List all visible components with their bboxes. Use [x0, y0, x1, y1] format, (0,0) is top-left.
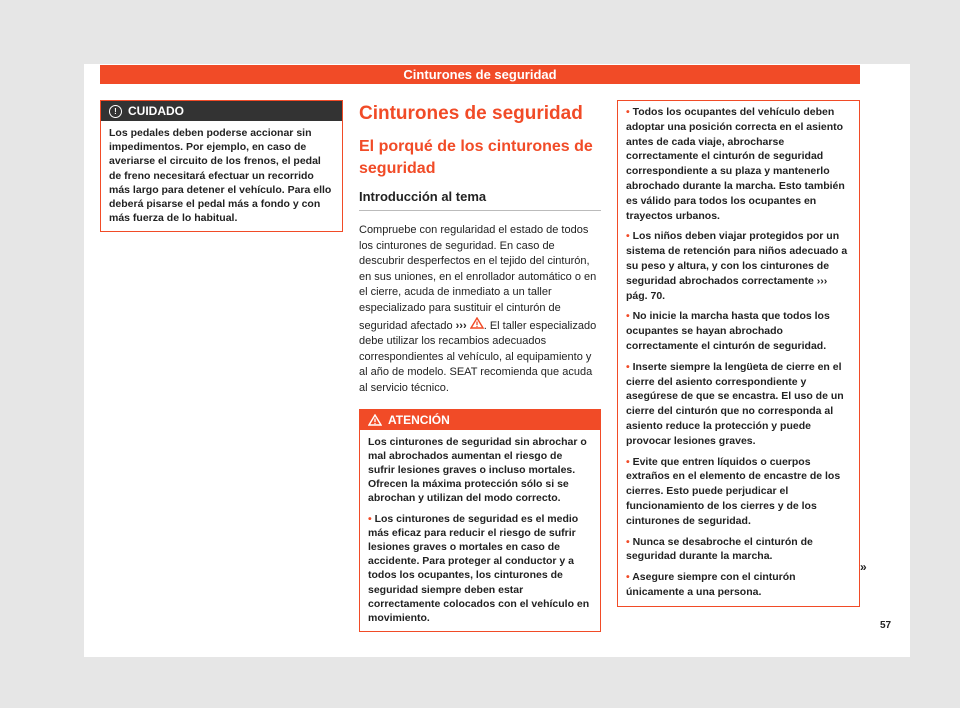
- bullet-icon: •: [626, 535, 633, 548]
- warning-triangle-icon: [470, 317, 484, 329]
- list-item: [626, 229, 851, 303]
- list-item: [626, 360, 851, 449]
- warning-box-title: [360, 410, 600, 430]
- list-item-text: Nunca se desabroche el cinturón de seguridad durante la marcha.: [626, 535, 813, 563]
- middle-column: [359, 100, 601, 632]
- bullet-icon: •: [626, 360, 633, 373]
- warning-bullet-text: Los cinturones de seguridad es el medio más eficaz para reducir el riesgo de sufrir lesiones graves o mortales en caso de accidente. Para proteger al conductor y a todos los ocupantes, los cinturones de seguridad siempre deben estar correctamente colocados con el vehículo en movimiento.: [368, 512, 590, 624]
- intro-reference[interactable]: ›››: [455, 319, 467, 332]
- list-item-text: Todos los ocupantes del vehículo deben adoptar una posición correcta en el asiento antes de cada viaje, abrocharse correctamente el cinturón de seguridad correspondiente a su plaza y mantenerlo abrochado durante la marcha. Esto también es válido para todos los ocupantes en trayectos urbanos.: [626, 106, 845, 222]
- bullet-icon: •: [626, 106, 633, 118]
- intro-paragraph: [359, 223, 601, 397]
- caution-box-title: [101, 101, 342, 121]
- intro-text-b: . El taller especializado debe utilizar los recambios adecuados correspondientes al vehículo, al equipamiento y al año de modelo. SEAT recomienda que acuda al servicio técnico.: [359, 319, 597, 394]
- warning-title: ATENCIÓN: [388, 412, 450, 427]
- list-item-text: Evite que entren líquidos o cuerpos extraños en el elemento de encastre de los cierres. Esto puede perjudicar el funcionamiento de los cierres y de los cinturones de seguridad.: [626, 455, 841, 527]
- list-item: [626, 570, 851, 600]
- left-column: [100, 100, 343, 232]
- warning-triangle-icon: [368, 414, 382, 426]
- list-item-text: Asegure siempre con el cinturón únicamente a una persona.: [626, 571, 796, 598]
- warning-bullet: [368, 512, 592, 626]
- caution-body: [101, 121, 342, 231]
- bullet-icon: •: [626, 571, 633, 584]
- bullet-icon: •: [626, 310, 633, 323]
- warning-body: [360, 430, 600, 632]
- list-item: [626, 455, 851, 529]
- intro-text-a: Compruebe con regularidad el estado de todos los cinturones de seguridad. En caso de descubrir desperfectos en el tejido del cinturón, en sus uniones, en el enrollador automático o en el cierre, acuda de inmediato a un taller especializado para sustituir el cinturón de seguridad afectado: [359, 224, 597, 332]
- warning-paragraph: Los cinturones de seguridad sin abrochar o mal abrochados aumentan el riesgo de sufrir lesiones graves o incluso mortales. Ofrecen la máxima protección sólo si se abrochan y utilizan del modo correcto.: [368, 435, 587, 505]
- list-item-text: Los niños deben viajar protegidos por un sistema de retención para niños adecuado a su peso y altura, y con los cinturones de seguridad abrochados correctamente ››› pág. 70.: [626, 230, 848, 302]
- list-item-text: Inserte siempre la lengüeta de cierre en el cierre del asiento correspondiente y asegúrese de que se encastra. El uso de un cierre del cinturón que no corresponda al asiento reduce la protección y puede provocar lesiones graves.: [626, 360, 844, 447]
- caution-text: Los pedales deben poderse accionar sin impedimentos. Por ejemplo, en caso de averiarse el circuito de los frenos, el pedal de freno necesitará efectuar un recorrido más largo para detener el vehículo. Para ello deberá pisarse el pedal más a fondo y con más fuerza de lo habitual.: [109, 127, 332, 225]
- continue-marker: »: [860, 560, 867, 574]
- page-header: [100, 65, 860, 84]
- warning-continued-body: [618, 101, 859, 606]
- caution-title: CUIDADO: [128, 104, 184, 118]
- warning-box: [359, 409, 601, 633]
- list-item-text: No inicie la marcha hasta que todos los ocupantes se hayan abrochado correctamente el cinturón de seguridad.: [626, 310, 830, 352]
- list-item: [626, 535, 851, 565]
- section-subtitle: El porqué de los cinturones de seguridad: [359, 138, 593, 177]
- bullet-icon: •: [626, 230, 633, 243]
- list-item: [626, 105, 851, 223]
- bullet-icon: •: [368, 512, 375, 525]
- section-title: Cinturones de seguridad: [359, 103, 583, 124]
- list-item: [626, 309, 851, 353]
- section-topic: Introducción al tema: [359, 188, 601, 211]
- bullet-icon: •: [626, 455, 633, 468]
- header-title: Cinturones de seguridad: [403, 67, 557, 82]
- page-number: 57: [880, 620, 892, 631]
- info-circle-icon: !: [109, 105, 122, 118]
- right-column: [617, 100, 860, 607]
- caution-box: [100, 100, 343, 232]
- warning-continued-box: [617, 100, 860, 607]
